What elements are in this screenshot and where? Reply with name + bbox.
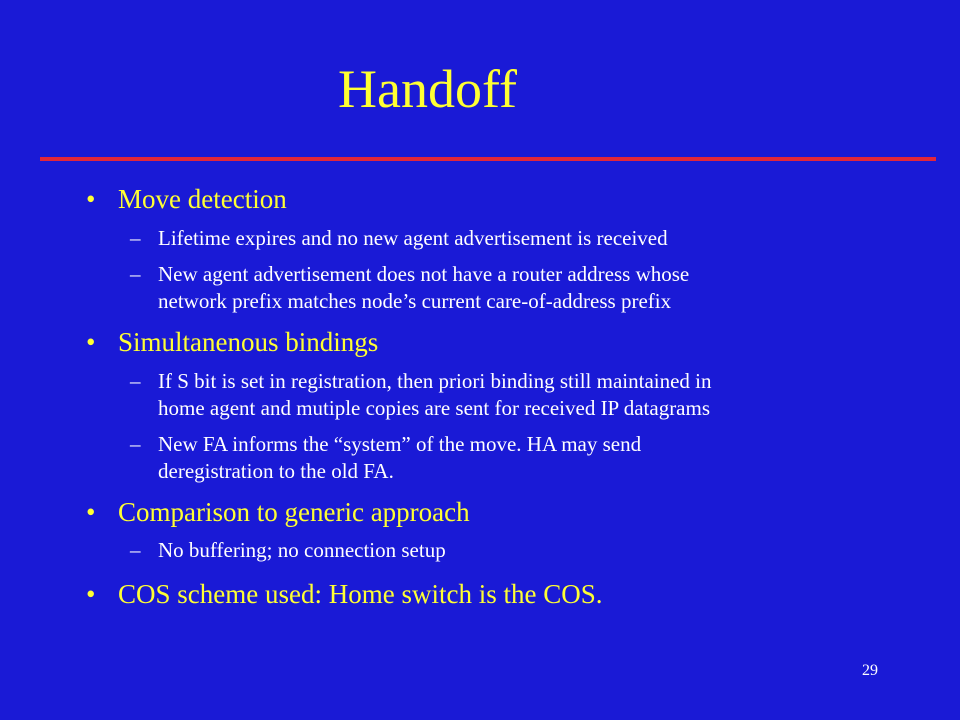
sub-text-line: deregistration to the old FA. — [158, 459, 394, 483]
bullet-text: COS scheme used: Home switch is the COS. — [118, 579, 603, 609]
sub-text-line: New agent advertisement does not have a router address whose — [158, 262, 690, 286]
title-divider — [40, 157, 936, 161]
bullet-dot-icon: • — [86, 327, 96, 357]
sub-text-line: Lifetime expires and no new agent advertisement is received — [158, 226, 668, 250]
page-number: 29 — [862, 662, 878, 679]
sub-dash-icon: – — [130, 226, 141, 250]
sub-dash-icon: – — [130, 369, 141, 393]
sub-text-line: If S bit is set in registration, then priori binding still maintained in — [158, 369, 712, 393]
sub-text-line: home agent and mutiple copies are sent for received IP datagrams — [158, 396, 711, 420]
bullet-dot-icon: • — [86, 497, 96, 527]
bullet-text: Comparison to generic approach — [118, 497, 470, 527]
sub-text-line: New FA informs the “system” of the move. HA may send — [158, 432, 642, 456]
sub-dash-icon: – — [130, 262, 141, 286]
slide-title: Handoff — [338, 59, 517, 119]
bullet-dot-icon: • — [86, 184, 96, 214]
bullet-dot-icon: • — [86, 579, 96, 609]
sub-dash-icon: – — [130, 432, 141, 456]
sub-text-line: No buffering; no connection setup — [158, 538, 446, 562]
sub-text-line: network prefix matches node’s current care-of-address prefix — [158, 289, 672, 313]
sub-dash-icon: – — [130, 538, 141, 562]
bullet-text: Move detection — [118, 184, 287, 214]
bullet-text: Simultanenous bindings — [118, 327, 379, 357]
